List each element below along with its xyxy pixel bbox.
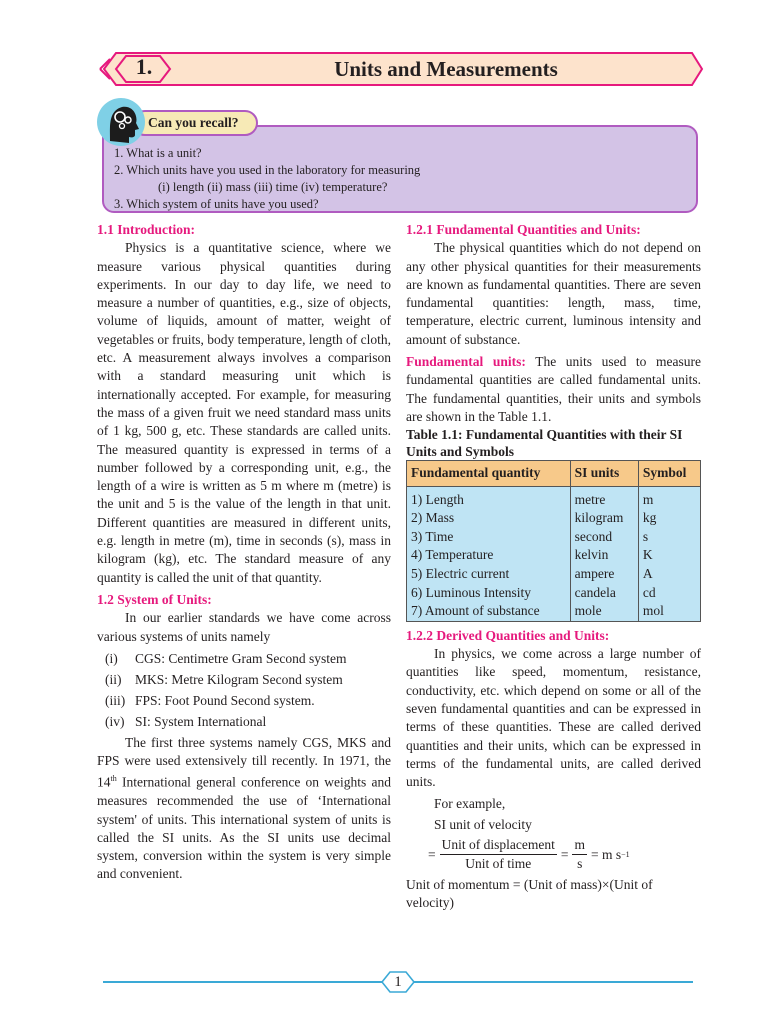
- page-number: 1: [380, 970, 416, 994]
- fraction-displacement-time: $\frac{\text{Unit of displacement}}{\text{Unit of time}}$: [441, 836, 555, 872]
- derived-heading: 1.2.2 Derived Quantities and Units:: [406, 627, 610, 643]
- systems-list: [97, 648, 391, 732]
- intro-heading: 1.1 Introduction:: [97, 222, 196, 237]
- list-item: (iii) FPS: Foot Pound Second system.: [105, 692, 315, 708]
- table-row: 2) Mass kilogram kg: [407, 509, 701, 528]
- list-item: (i) CGS: Centimetre Gram Second system: [105, 650, 347, 666]
- list-item: (iv) SI: System International: [105, 713, 267, 729]
- thinking-head-icon: [96, 97, 146, 147]
- left-column: [97, 221, 391, 884]
- intro-paragraph: Physics is a quantitative science, where we measure various physical quantities during experiments. In our day to day life, we need to measure a number of quantities, e.g., size of objects, volume of liquids, amount of matter, weight of vegetables or fruits, body temperature, length of cloth, etc. A measurement always involves a comparison with a standard measuring unit which is internationally accepted. For example, for measuring the mass of a given fruit we need standard mass units of 1 kg, 500 g, etc. These standards are called units. The measured quantity is expressed in terms of a number followed by a corresponding unit, e.g., the length of a wire is written as 5 m where m (metre) is the unit and 5 is the value of the length in that unit. Different quantities are measured in different units, e.g. length in metre (m), time in seconds (s), mass in kilogram (kg), etc. The standard measure of any quantity is called the unit of that quantity.: [97, 240, 391, 585]
- recall-box: [102, 125, 698, 213]
- table-row: 7) Amount of substance mole mol: [407, 602, 701, 621]
- derived-paragraph: In physics, we come across a large number of quantities like speed, momentum, resistance, conductivity, etc. which depend on some or all of the seven fundamental quantities and can be expressed in terms of these quantities. These are called derived quantities and their units, which can be expressed in terms of the fundamental units, are called derived units.: [406, 646, 701, 790]
- table-header: Symbol: [638, 461, 700, 486]
- recall-title: Can you recall?: [132, 110, 258, 136]
- fundamental-paragraph: The physical quantities which do not depend on any other physical quantities for their measurements are known as fundamental quantities. There are seven fundamental quantities: length, mass, time, temperature, electric current, luminous intensity and amount of substance.: [406, 240, 701, 347]
- chapter-number: 1.: [135, 54, 153, 79]
- table-row: 1) Length metre m: [407, 486, 701, 509]
- fundamental-heading: 1.2.1 Fundamental Quantities and Units:: [406, 222, 641, 237]
- fundamental-quantities-table: [406, 460, 701, 621]
- list-item: (ii) MKS: Metre Kilogram Second system: [105, 671, 343, 687]
- example-line: For example,: [434, 796, 506, 812]
- fundamental-units-paragraph: Fundamental units: The units used to measure fundamental quantities are called fundamental units. The fundamental quantities, their units and symbols are shown in the Table 1.1.: [406, 354, 701, 424]
- chapter-title: Units and Measurements: [334, 57, 558, 81]
- table-row: 5) Electric current ampere A: [407, 565, 701, 584]
- fraction-m-s: $\frac{m}{s}$: [574, 836, 585, 872]
- recall-line: 1. What is a unit?: [114, 146, 202, 160]
- system-heading: 1.2 System of Units:: [97, 591, 212, 607]
- right-column: [406, 221, 701, 912]
- chapter-banner: [96, 49, 706, 89]
- table-caption: Table 1.1: Fundamental Quantities with their SI Units and Symbols: [406, 427, 683, 460]
- recall-line: 2. Which units have you used in the laboratory for measuring: [114, 163, 421, 177]
- recall-line: 3. Which system of units have you used?: [114, 197, 319, 211]
- table-row: 4) Temperature kelvin K: [407, 546, 701, 565]
- momentum-line: Unit of momentum = (Unit of mass)×(Unit of velocity): [406, 876, 653, 910]
- table-header: SI units: [570, 461, 638, 486]
- si-paragraph: The first three systems namely CGS, MKS and FPS were used extensively till recently. In 1971, the 14th International general conference on weights and measures recommended the use of ‘International system' of units. This international system of units is called the SI units. As the SI units use decimal system, conversion within the system is very simple and convenient.: [97, 734, 391, 882]
- velocity-formula: = $\frac{\text{Unit of displacement}}{\text{Unit of time}}$ = $\frac{m}{s}$ = m s −1: [428, 836, 701, 874]
- table-row: 6) Luminous Intensity candela cd: [407, 584, 701, 603]
- table-row: 3) Time second s: [407, 528, 701, 547]
- recall-line: (i) length (ii) mass (iii) time (iv) temperature?: [158, 180, 388, 194]
- system-paragraph: In our earlier standards we have come across various systems of units namely: [97, 610, 391, 644]
- table-header: Fundamental quantity: [407, 461, 571, 486]
- recall-lines: [114, 145, 420, 213]
- velocity-line: SI unit of velocity: [434, 816, 532, 832]
